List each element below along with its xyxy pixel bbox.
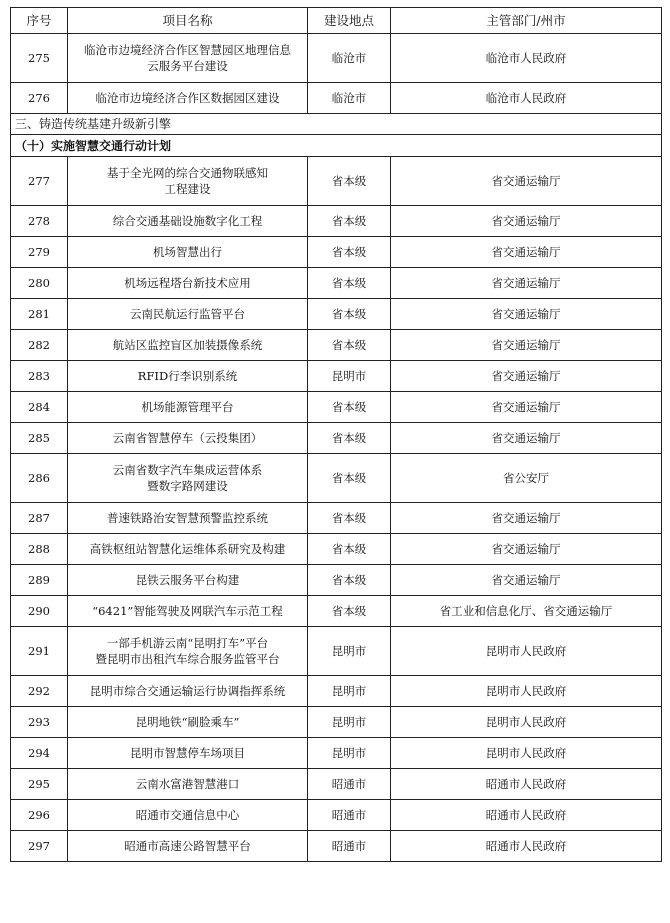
cell-department: 省交通运输厅 [391,361,662,392]
cell-location: 省本级 [308,534,391,565]
cell-department: 省公安厅 [391,454,662,503]
project-name-line: 临沧市边境经济合作区数据园区建设 [95,91,280,105]
cell-location: 省本级 [308,423,391,454]
cell-location: 省本级 [308,157,391,206]
project-name-line: 综合交通基础设施数字化工程 [112,214,263,228]
table-row [11,800,662,831]
cell-project-name [68,237,308,268]
cell-no: 275 [11,34,68,83]
cell-department: 昆明市人民政府 [391,738,662,769]
section-title: 三、铸造传统基建升级新引擎 [11,114,662,135]
project-name-line: 普速铁路治安智慧预警监控系统 [107,511,268,525]
table-row [11,769,662,800]
cell-department: 省交通运输厅 [391,237,662,268]
cell-department: 临沧市人民政府 [391,83,662,114]
table-row [11,330,662,361]
cell-department: 省交通运输厅 [391,565,662,596]
cell-location: 省本级 [308,503,391,534]
cell-department: 昆明市人民政府 [391,627,662,676]
project-name-line: 昭通市交通信息中心 [135,808,240,822]
table-row [11,565,662,596]
cell-project-name [68,800,308,831]
cell-project-name [68,769,308,800]
cell-no: 281 [11,299,68,330]
table-row [11,206,662,237]
table-row [11,676,662,707]
cell-no: 280 [11,268,68,299]
project-name-line: 基于全光网的综合交通物联感知 [107,166,268,180]
cell-department: 昭通市人民政府 [391,769,662,800]
cell-department: 省交通运输厅 [391,330,662,361]
cell-no: 277 [11,157,68,206]
cell-project-name [68,534,308,565]
cell-location: 昆明市 [308,676,391,707]
header-no: 序号 [11,8,68,34]
cell-no: 291 [11,627,68,676]
table-row [11,423,662,454]
cell-department: 省交通运输厅 [391,206,662,237]
cell-no: 295 [11,769,68,800]
table-row [11,738,662,769]
table-row [11,237,662,268]
cell-location: 省本级 [308,330,391,361]
cell-project-name [68,206,308,237]
project-name-line: 机场能源管理平台 [141,400,234,414]
project-name-line: 昆明市综合交通运输运行协调指挥系统 [89,684,286,698]
project-name-line: 临沧市边境经济合作区智慧园区地理信息 [84,43,291,57]
cell-project-name [68,707,308,738]
cell-location: 临沧市 [308,34,391,83]
cell-location: 临沧市 [308,83,391,114]
cell-no: 288 [11,534,68,565]
project-name-line: 机场远程塔台新技术应用 [124,276,251,290]
project-name-line: 暨昆明市出租汽车综合服务监管平台 [95,652,280,666]
table-row [11,534,662,565]
cell-project-name [68,503,308,534]
cell-location: 昭通市 [308,831,391,862]
cell-no: 284 [11,392,68,423]
cell-department: 昭通市人民政府 [391,831,662,862]
project-name-line: 云南水富港智慧港口 [135,777,240,791]
cell-project-name [68,83,308,114]
cell-no: 286 [11,454,68,503]
cell-location: 昆明市 [308,738,391,769]
cell-location: 昆明市 [308,361,391,392]
cell-project-name [68,627,308,676]
cell-project-name [68,330,308,361]
cell-department: 省交通运输厅 [391,157,662,206]
cell-location: 省本级 [308,206,391,237]
table-row [11,83,662,114]
cell-department: 省交通运输厅 [391,299,662,330]
cell-location: 昭通市 [308,769,391,800]
table-row [11,361,662,392]
cell-location: 省本级 [308,392,391,423]
cell-no: 282 [11,330,68,361]
cell-no: 297 [11,831,68,862]
project-name-line: 昭通市高速公路智慧平台 [124,839,251,853]
header-name: 项目名称 [68,8,308,34]
table-row [11,707,662,738]
table-body-top [11,34,662,114]
cell-no: 276 [11,83,68,114]
project-table [10,7,662,862]
project-name-line: 工程建设 [164,182,211,196]
cell-department: 省工业和信息化厅、省交通运输厅 [391,596,662,627]
project-name-line: 云南民航运行监管平台 [130,307,245,321]
cell-project-name [68,361,308,392]
cell-no: 278 [11,206,68,237]
cell-no: 296 [11,800,68,831]
cell-location: 省本级 [308,454,391,503]
table-row [11,268,662,299]
cell-project-name [68,676,308,707]
project-name-line: 高铁枢纽站智慧化运维体系研究及构建 [89,542,286,556]
cell-location: 省本级 [308,596,391,627]
cell-no: 279 [11,237,68,268]
subsection-title: （十）实施智慧交通行动计划 [11,135,662,157]
cell-project-name [68,596,308,627]
table-row [11,392,662,423]
project-name-line: 一部手机游云南“昆明打车”平台 [106,636,269,650]
cell-department: 省交通运输厅 [391,268,662,299]
cell-project-name [68,423,308,454]
cell-location: 昆明市 [308,707,391,738]
cell-department: 昭通市人民政府 [391,800,662,831]
project-name-line: 云服务平台建设 [147,59,228,73]
cell-department: 省交通运输厅 [391,503,662,534]
project-name-line: 云南省数字汽车集成运营体系 [112,463,263,477]
cell-no: 283 [11,361,68,392]
table-header [11,8,662,34]
cell-no: 287 [11,503,68,534]
cell-location: 省本级 [308,299,391,330]
cell-project-name [68,392,308,423]
header-department: 主管部门/州市 [391,8,662,34]
cell-department: 省交通运输厅 [391,534,662,565]
cell-location: 昆明市 [308,627,391,676]
cell-department: 昆明市人民政府 [391,676,662,707]
cell-project-name [68,565,308,596]
cell-project-name [68,34,308,83]
cell-project-name [68,454,308,503]
cell-location: 省本级 [308,268,391,299]
project-name-line: 暨数字路网建设 [147,479,228,493]
project-name-line: 云南省智慧停车（云投集团） [112,431,263,445]
cell-department: 省交通运输厅 [391,423,662,454]
cell-project-name [68,157,308,206]
cell-no: 293 [11,707,68,738]
table-row [11,454,662,503]
cell-project-name [68,268,308,299]
table-row [11,831,662,862]
project-name-line: 昆明地铁“刷脸乘车” [135,715,240,729]
cell-no: 292 [11,676,68,707]
cell-no: 289 [11,565,68,596]
project-name-line: 昆铁云服务平台构建 [135,573,240,587]
header-location: 建设地点 [308,8,391,34]
cell-department: 昆明市人民政府 [391,707,662,738]
cell-no: 294 [11,738,68,769]
cell-project-name [68,831,308,862]
cell-project-name [68,738,308,769]
table-row [11,503,662,534]
project-name-line: “6421”智能驾驶及网联汽车示范工程 [92,604,283,618]
section-rows [11,114,662,157]
table-body-main [11,157,662,862]
cell-location: 省本级 [308,237,391,268]
table-row [11,157,662,206]
cell-no: 285 [11,423,68,454]
table-row [11,299,662,330]
project-name-line: 机场智慧出行 [153,245,222,259]
project-name-line: 昆明市智慧停车场项目 [130,746,245,760]
cell-location: 省本级 [308,565,391,596]
cell-location: 昭通市 [308,800,391,831]
cell-department: 省交通运输厅 [391,392,662,423]
project-name-line: RFID行李识别系统 [137,369,238,383]
cell-no: 290 [11,596,68,627]
table-row [11,596,662,627]
cell-department: 临沧市人民政府 [391,34,662,83]
cell-project-name [68,299,308,330]
project-name-line: 航站区监控盲区加装摄像系统 [112,338,263,352]
table-row [11,627,662,676]
table-row [11,34,662,83]
